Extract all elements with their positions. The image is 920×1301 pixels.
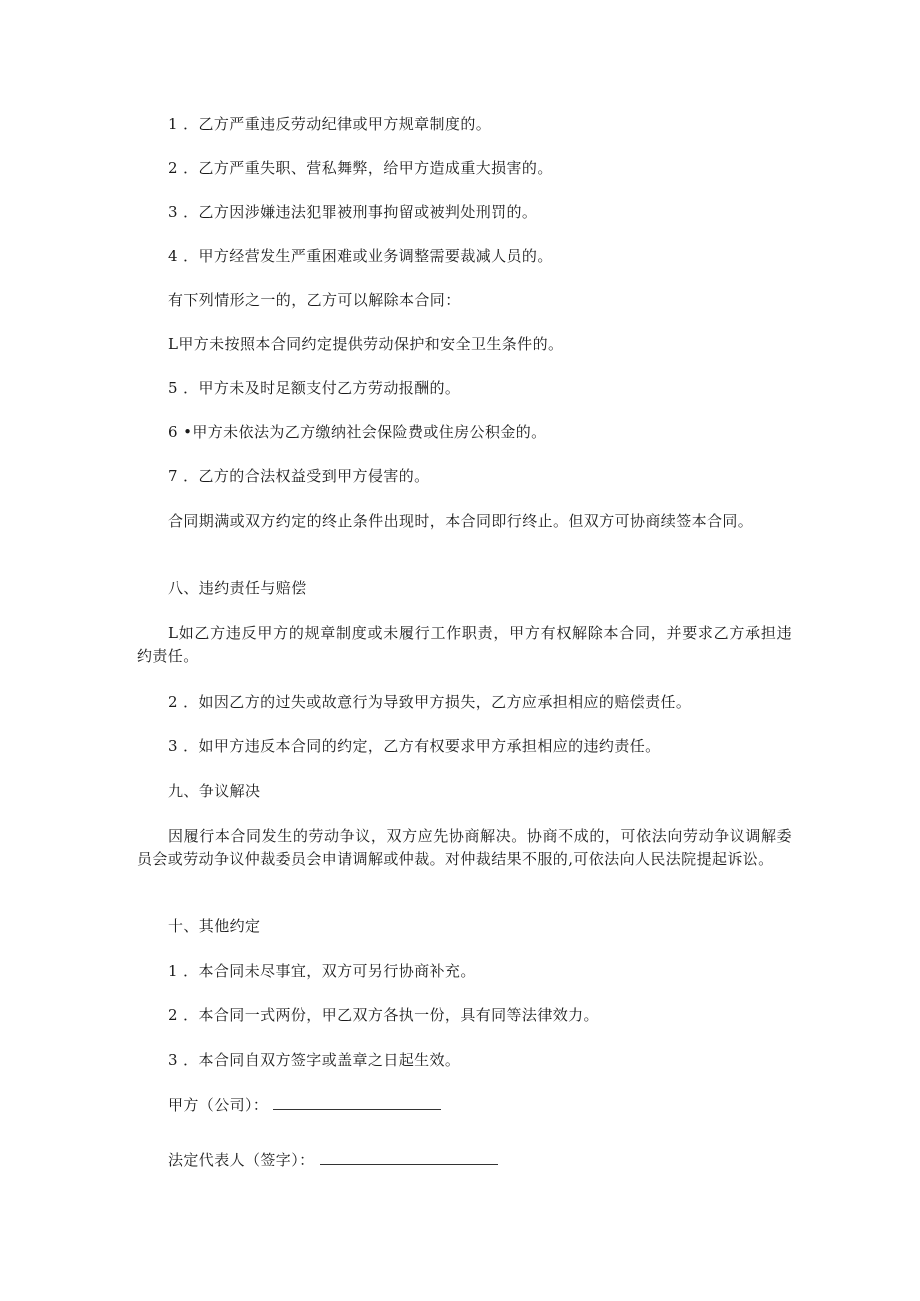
- party-a-label: 甲方（公司）：: [168, 1096, 269, 1114]
- section-8-item-2: 2 ．如因乙方的过失或故意行为导致甲方损失，乙方应承担相应的赔偿责任。: [168, 693, 692, 711]
- employee-item-5: 5 ．甲方未及时足额支付乙方劳动报酬的。: [168, 379, 461, 397]
- section-8-item-3: 3 ．如甲方违反本合同的约定，乙方有权要求甲方承担相应的违约责任。: [168, 737, 661, 755]
- item-1: 1 ．乙方严重违反劳动纪律或甲方规章制度的。: [168, 115, 492, 133]
- section-8-para-1: L如乙方违反甲方的规章制度或未履行工作职责，甲方有权解除本合同，并要求乙方承担违约责任。: [137, 624, 792, 665]
- section-8-heading: 八、违约责任与赔偿: [168, 579, 307, 597]
- section-9-paragraph: 因履行本合同发生的劳动争议，双方应先协商解决。协商不成的，可依法向劳动争议调解委员会或劳动争议仲裁委员会申请调解或仲裁。对仲裁结果不服的,可依法向人民法院提起诉讼。: [137, 827, 792, 868]
- item-3: 3 ．乙方因涉嫌违法犯罪被刑事拘留或被判处刑罚的。: [168, 203, 538, 221]
- party-a-signature-row: [168, 1094, 441, 1116]
- legal-rep-label: 法定代表人（签字）：: [168, 1151, 315, 1169]
- employee-item-1: L甲方未按照本合同约定提供劳动保护和安全卫生条件的。: [168, 335, 564, 353]
- party-a-signature-line[interactable]: [273, 1095, 441, 1110]
- section-9-heading: 九、争议解决: [168, 782, 261, 800]
- section-10-item-3: 3 ．本合同自双方签字或盖章之日起生效。: [168, 1051, 461, 1069]
- legal-rep-signature-line[interactable]: [320, 1150, 498, 1165]
- employee-item-6: 6 •甲方未依法为乙方缴纳社会保险费或住房公积金的。: [168, 423, 547, 441]
- employee-item-7: 7 ．乙方的合法权益受到甲方侵害的。: [168, 467, 430, 485]
- section-10-item-2: 2 ．本合同一式两份，甲乙双方各执一份，具有同等法律效力。: [168, 1006, 599, 1024]
- item-4: 4 ．甲方经营发生严重困难或业务调整需要裁减人员的。: [168, 247, 553, 265]
- section-10-item-1: 1 ．本合同未尽事宜，双方可另行协商补充。: [168, 962, 476, 980]
- section-10-heading: 十、其他约定: [168, 917, 261, 935]
- contract-expiry-paragraph: 合同期满或双方约定的终止条件出现时，本合同即行终止。但双方可协商续签本合同。: [168, 512, 754, 530]
- employee-termination-intro: 有下列情形之一的，乙方可以解除本合同：: [168, 291, 461, 309]
- item-2: 2 ．乙方严重失职、营私舞弊，给甲方造成重大损害的。: [168, 159, 553, 177]
- legal-rep-signature-row: [168, 1149, 498, 1171]
